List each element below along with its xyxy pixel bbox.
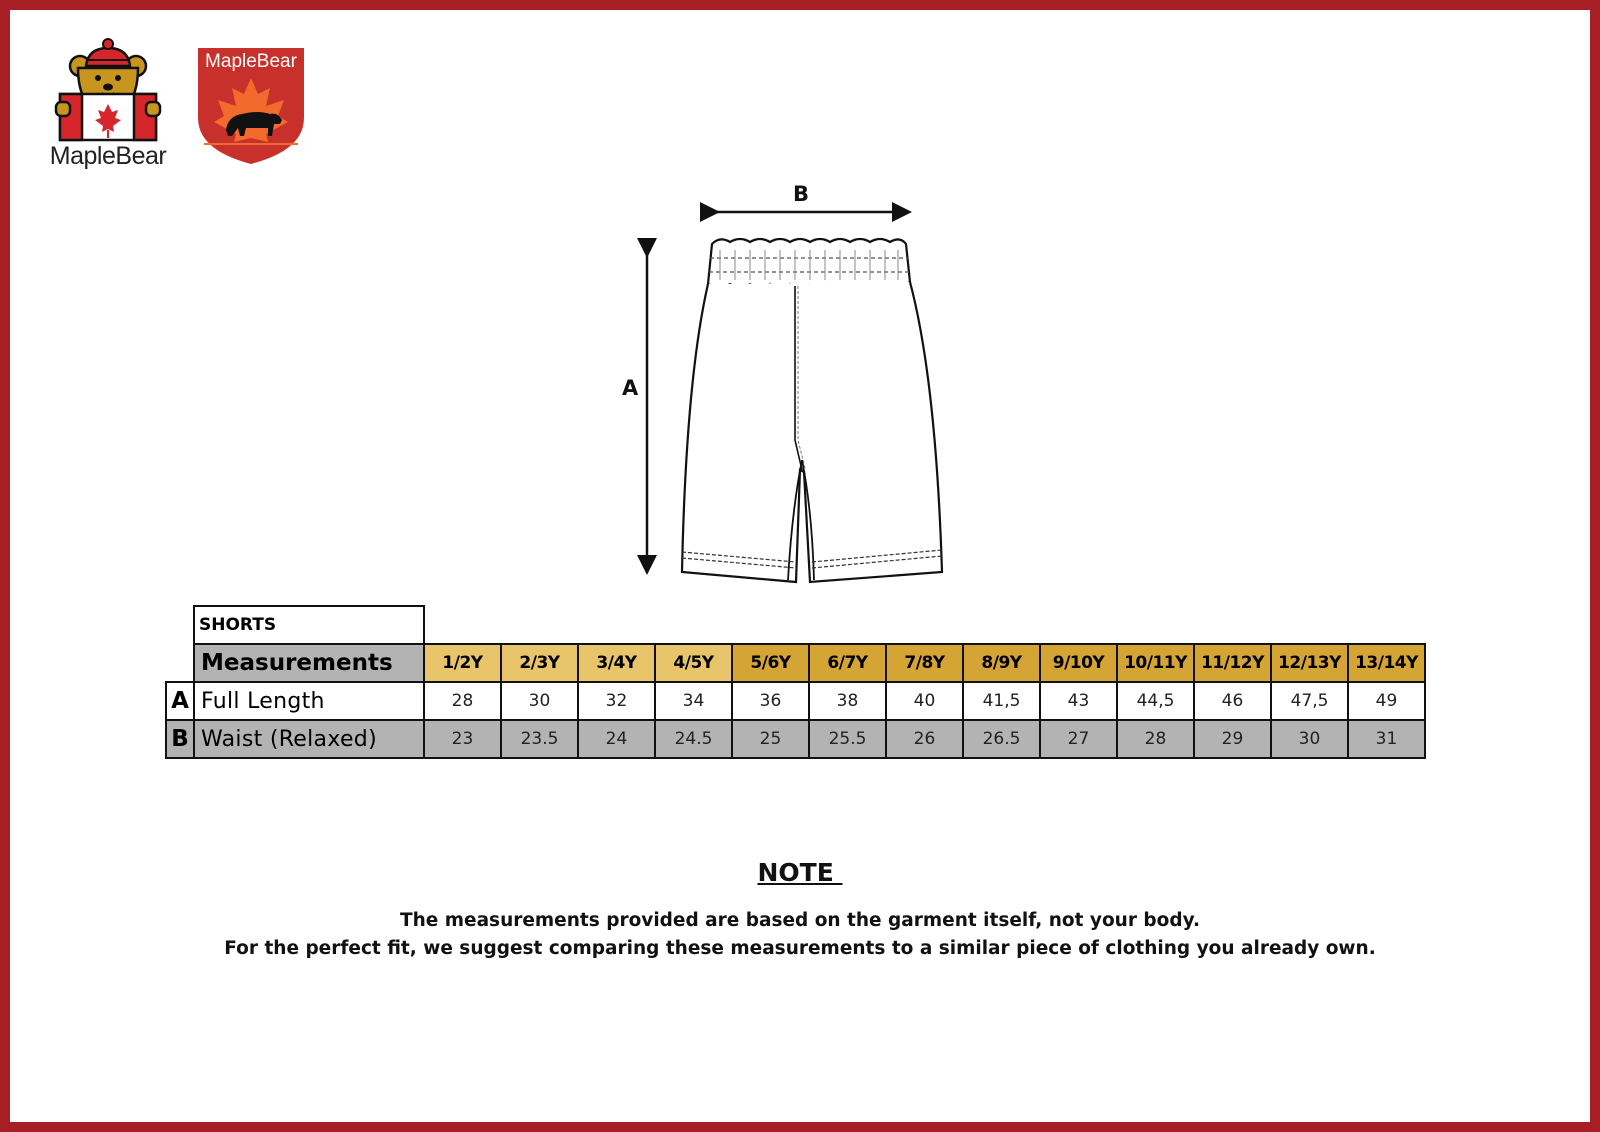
table-title-row: [166, 606, 1425, 644]
note-line-1: The measurements provided are based on the garment itself, not your body.: [399, 910, 1201, 931]
size-header: 10/11Y: [1117, 644, 1194, 682]
note-heading: NOTE: [757, 858, 843, 887]
measurement-value: 43: [1040, 682, 1117, 720]
size-header: 7/8Y: [886, 644, 963, 682]
measurement-value: 46: [1194, 682, 1271, 720]
dimension-label-a: A: [622, 376, 639, 400]
measurement-value: 36: [732, 682, 809, 720]
measurement-value: 23.5: [501, 720, 578, 758]
table-title: SHORTS: [194, 606, 424, 644]
measurement-value: 40: [886, 682, 963, 720]
measurement-value: 25: [732, 720, 809, 758]
bear-logo-wordmark: MapleBear: [49, 142, 167, 170]
bear-mascot-icon: [38, 38, 178, 143]
measurement-value: 31: [1348, 720, 1425, 758]
size-header: 2/3Y: [501, 644, 578, 682]
maplebear-shield-logo: [196, 46, 308, 166]
size-header: 12/13Y: [1271, 644, 1348, 682]
measurement-value: 30: [1271, 720, 1348, 758]
size-header: 9/10Y: [1040, 644, 1117, 682]
size-header: 13/14Y: [1348, 644, 1425, 682]
size-header: 4/5Y: [655, 644, 732, 682]
table-row: [166, 720, 1425, 758]
measurement-value: 44,5: [1117, 682, 1194, 720]
measurement-value: 26.5: [963, 720, 1040, 758]
measurement-value: 30: [501, 682, 578, 720]
shorts-diagram: [600, 180, 960, 590]
table-row: [166, 682, 1425, 720]
shield-logo-wordmark: MapleBear: [205, 51, 297, 72]
size-header: 8/9Y: [963, 644, 1040, 682]
measurement-value: 26: [886, 720, 963, 758]
shorts-illustration-icon: [600, 180, 960, 590]
measurement-value: 24.5: [655, 720, 732, 758]
measurement-value: 34: [655, 682, 732, 720]
measurement-value: 47,5: [1271, 682, 1348, 720]
maplebear-bear-logo: [38, 38, 178, 173]
measurement-value: 24: [578, 720, 655, 758]
measurements-header: Measurements: [194, 644, 424, 682]
size-header: 6/7Y: [809, 644, 886, 682]
dimension-label-b: B: [793, 182, 810, 206]
size-header: 11/12Y: [1194, 644, 1271, 682]
table-header-row: [166, 644, 1425, 682]
size-header: 5/6Y: [732, 644, 809, 682]
measurement-value: 29: [1194, 720, 1271, 758]
measurement-value: 49: [1348, 682, 1425, 720]
measurement-value: 41,5: [963, 682, 1040, 720]
measurement-value: 27: [1040, 720, 1117, 758]
row-label: Waist (Relaxed): [194, 720, 424, 758]
row-label: Full Length: [194, 682, 424, 720]
size-header: 1/2Y: [424, 644, 501, 682]
row-letter: A: [166, 682, 194, 720]
size-chart-table: [165, 605, 1426, 759]
note-line-2: For the perfect fit, we suggest comparing these measurements to a similar piece of clothing you already own.: [224, 938, 1376, 959]
measurement-value: 28: [1117, 720, 1194, 758]
row-letter: B: [166, 720, 194, 758]
measurement-value: 32: [578, 682, 655, 720]
measurement-value: 25.5: [809, 720, 886, 758]
measurement-value: 23: [424, 720, 501, 758]
measurement-value: 38: [809, 682, 886, 720]
size-header: 3/4Y: [578, 644, 655, 682]
measurement-value: 28: [424, 682, 501, 720]
